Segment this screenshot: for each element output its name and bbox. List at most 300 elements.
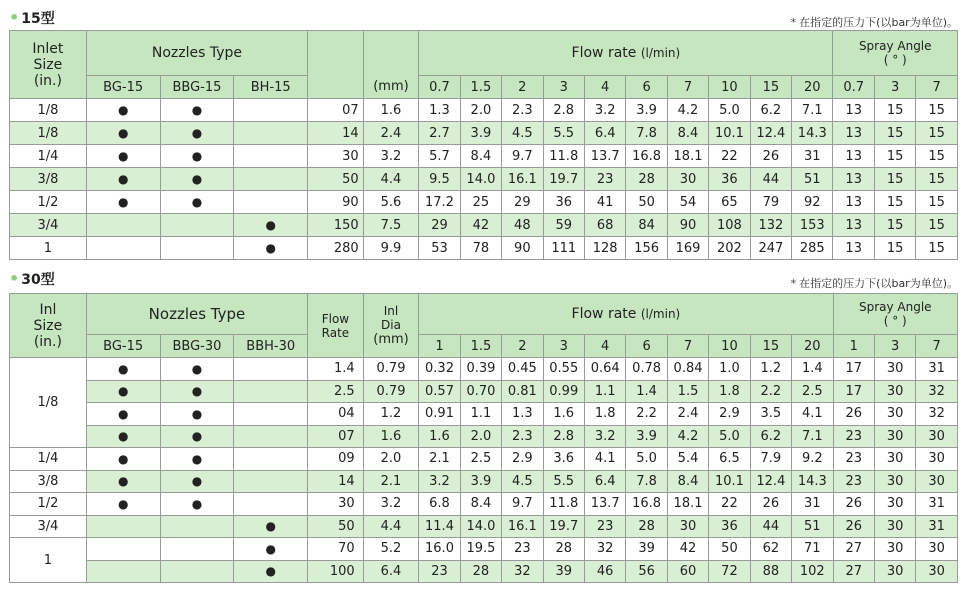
inlet-size-line2: Size xyxy=(33,317,63,334)
angle-cell: 31 xyxy=(916,493,958,516)
size-cell: 1/8 xyxy=(10,99,87,122)
table-row xyxy=(10,425,958,448)
table-row xyxy=(10,237,958,260)
flow-rate-code-cell: 09 xyxy=(308,448,364,471)
angle-cell: 30 xyxy=(874,403,915,426)
flow-pressure-3: 3 xyxy=(543,335,584,358)
flow-cell: 41 xyxy=(584,191,625,214)
flow-cell: 3.9 xyxy=(626,99,667,122)
flow-cell: 16.1 xyxy=(502,515,543,538)
flow-cell: 4.1 xyxy=(584,448,625,471)
spray-angle-label: Spray Angle xyxy=(858,39,932,53)
flow-cell: 26 xyxy=(750,145,791,168)
type-bg-cell: ● xyxy=(86,122,160,145)
flow-cell: 46 xyxy=(584,560,625,583)
flow-cell: 108 xyxy=(709,214,750,237)
inlet-size-line2: Size xyxy=(33,56,63,73)
flow-cell: 285 xyxy=(792,237,833,260)
flow-cell: 202 xyxy=(709,237,750,260)
flow-cell: 4.2 xyxy=(667,99,708,122)
flow-cell: 3.5 xyxy=(750,403,791,426)
type-bh-cell xyxy=(234,99,308,122)
angle-cell: 30 xyxy=(916,448,958,471)
flow-cell: 23 xyxy=(502,538,543,561)
type-bbg-cell: ● xyxy=(160,493,234,516)
angle-cell: 15 xyxy=(874,145,915,168)
size-group-cell: 1/4 xyxy=(10,448,87,471)
flow-pressure-4: 4 xyxy=(584,335,625,358)
dia-cell: 3.2 xyxy=(363,145,419,168)
flow-cell: 36 xyxy=(709,515,750,538)
flow-cell: 5.0 xyxy=(626,448,667,471)
dia-cell: 2.4 xyxy=(363,122,419,145)
type-bh-cell: ● xyxy=(234,214,308,237)
flow-rate-code-cell: 70 xyxy=(308,538,364,561)
flow-cell: 0.57 xyxy=(419,380,460,403)
flow-cell: 3.6 xyxy=(543,448,584,471)
table-row xyxy=(10,515,958,538)
table-row xyxy=(10,168,958,191)
type-bbh-cell xyxy=(234,448,308,471)
code-header xyxy=(308,31,364,99)
flow-cell: 13.7 xyxy=(584,493,625,516)
section-15-title: • 15型 xyxy=(9,8,55,27)
flow-cell: 16.1 xyxy=(502,168,543,191)
flow-cell: 19.7 xyxy=(543,515,584,538)
flow-cell: 0.32 xyxy=(419,358,460,381)
angle-cell: 15 xyxy=(916,237,958,260)
flow-cell: 16.8 xyxy=(626,493,667,516)
table-15 xyxy=(9,30,958,260)
flow-cell: 71 xyxy=(792,538,833,561)
size-cell: 1/4 xyxy=(10,145,87,168)
flow-cell: 2.5 xyxy=(460,448,501,471)
flow-cell: 31 xyxy=(792,493,833,516)
flow-cell: 9.7 xyxy=(502,493,543,516)
angle-cell: 30 xyxy=(916,425,958,448)
angle-cell: 15 xyxy=(916,145,958,168)
type-bg-cell: ● xyxy=(86,191,160,214)
type-bg-cell: ● xyxy=(86,380,160,403)
flow-cell: 169 xyxy=(667,237,708,260)
flow-pressure-9: 20 xyxy=(792,76,833,99)
type-bbh-cell xyxy=(234,358,308,381)
type-bbg-cell xyxy=(160,560,234,583)
flow-cell: 54 xyxy=(667,191,708,214)
angle-cell: 31 xyxy=(916,515,958,538)
dia-cell: 3.2 xyxy=(363,493,419,516)
flow-cell: 12.4 xyxy=(750,122,791,145)
flow-cell: 1.4 xyxy=(626,380,667,403)
angle-cell: 32 xyxy=(916,380,958,403)
type-bg-cell xyxy=(86,515,160,538)
nozzle-type-1: BBG-30 xyxy=(160,335,234,358)
flow-cell: 23 xyxy=(584,168,625,191)
flow-cell: 25 xyxy=(460,191,501,214)
dia-cell: 0.79 xyxy=(363,380,419,403)
flow-cell: 28 xyxy=(626,515,667,538)
angle-cell: 30 xyxy=(916,560,958,583)
spray-angle-header xyxy=(833,294,958,335)
inlet-size-header xyxy=(10,31,87,99)
flow-cell: 36 xyxy=(543,191,584,214)
flow-cell: 28 xyxy=(460,560,501,583)
flow-cell: 31 xyxy=(792,145,833,168)
dia-cell: 4.4 xyxy=(363,515,419,538)
type-bbg-cell: ● xyxy=(160,470,234,493)
flow-cell: 2.0 xyxy=(460,425,501,448)
flow-pressure-5: 6 xyxy=(626,335,667,358)
type-bg-cell xyxy=(86,214,160,237)
flow-cell: 18.1 xyxy=(667,145,708,168)
flow-cell: 44 xyxy=(750,168,791,191)
flow-cell: 8.4 xyxy=(667,470,708,493)
angle-cell: 15 xyxy=(874,237,915,260)
flow-cell: 2.7 xyxy=(419,122,460,145)
flow-rate-header xyxy=(419,294,833,335)
flow-cell: 14.3 xyxy=(792,470,833,493)
section-15 xyxy=(9,4,958,260)
size-cell: 1/8 xyxy=(10,122,87,145)
flow-cell: 2.3 xyxy=(502,99,543,122)
table-row xyxy=(10,448,958,471)
dia-col-line1: Inl xyxy=(383,304,399,318)
flow-cell: 2.0 xyxy=(460,99,501,122)
table-row xyxy=(10,560,958,583)
angle-cell: 30 xyxy=(874,425,915,448)
type-bbh-cell: ● xyxy=(234,560,308,583)
flow-cell: 13.7 xyxy=(584,145,625,168)
flow-cell: 0.78 xyxy=(626,358,667,381)
type-bbh-cell xyxy=(234,425,308,448)
flow-cell: 22 xyxy=(709,493,750,516)
nozzles-type-header: Nozzles Type xyxy=(86,294,307,335)
type-bbg-cell: ● xyxy=(160,99,234,122)
inlet-size-header xyxy=(10,294,87,358)
type-bg-cell: ● xyxy=(86,403,160,426)
flow-rate-code-cell: 14 xyxy=(308,470,364,493)
flow-cell: 48 xyxy=(502,214,543,237)
table-row xyxy=(10,99,958,122)
flow-rate-unit: (l/min) xyxy=(640,307,681,321)
flow-rate-code-cell: 04 xyxy=(308,403,364,426)
flow-cell: 2.4 xyxy=(667,403,708,426)
flow-cell: 65 xyxy=(709,191,750,214)
angle-pressure-1: 3 xyxy=(874,76,915,99)
angle-cell: 15 xyxy=(916,99,958,122)
type-bh-cell xyxy=(234,145,308,168)
flow-cell: 3.9 xyxy=(460,470,501,493)
angle-cell: 23 xyxy=(833,470,874,493)
flow-cell: 10.1 xyxy=(709,470,750,493)
type-bh-cell xyxy=(234,168,308,191)
flow-pressure-9: 20 xyxy=(792,335,833,358)
flow-cell: 5.4 xyxy=(667,448,708,471)
flow-cell: 0.99 xyxy=(543,380,584,403)
flow-cell: 2.3 xyxy=(502,425,543,448)
dia-cell: 5.6 xyxy=(363,191,419,214)
section-30-note: * 在指定的压力下(以bar为单位)。 xyxy=(790,277,958,290)
section-30-title-text: 30型 xyxy=(21,272,55,288)
flow-cell: 7.1 xyxy=(792,99,833,122)
flow-cell: 51 xyxy=(792,515,833,538)
dia-cell: 5.2 xyxy=(363,538,419,561)
flow-cell: 32 xyxy=(502,560,543,583)
flow-cell: 12.4 xyxy=(750,470,791,493)
flow-cell: 62 xyxy=(750,538,791,561)
flow-cell: 19.5 xyxy=(460,538,501,561)
angle-cell: 23 xyxy=(833,425,874,448)
flow-cell: 14.3 xyxy=(792,122,833,145)
type-bbg-cell: ● xyxy=(160,403,234,426)
type-bg-cell xyxy=(86,237,160,260)
flow-cell: 1.1 xyxy=(460,403,501,426)
flow-cell: 1.3 xyxy=(419,99,460,122)
flow-cell: 84 xyxy=(626,214,667,237)
flow-cell: 17.2 xyxy=(419,191,460,214)
type-bbg-cell xyxy=(160,237,234,260)
angle-cell: 30 xyxy=(874,380,915,403)
inlet-size-line3: (in.) xyxy=(33,72,62,89)
spray-angle-label: Spray Angle xyxy=(858,300,932,314)
flow-pressure-0: 0.7 xyxy=(419,76,460,99)
flow-cell: 14.0 xyxy=(460,515,501,538)
table-30 xyxy=(9,293,958,583)
flow-cell: 39 xyxy=(626,538,667,561)
flow-rate-unit: (l/min) xyxy=(640,46,681,60)
flow-cell: 28 xyxy=(626,168,667,191)
angle-cell: 15 xyxy=(874,214,915,237)
section-30-head xyxy=(9,263,958,293)
type-bh-cell: ● xyxy=(234,237,308,260)
flow-cell: 9.5 xyxy=(419,168,460,191)
flow-cell: 4.5 xyxy=(502,122,543,145)
flow-pressure-0: 1 xyxy=(419,335,460,358)
type-bbg-cell: ● xyxy=(160,145,234,168)
flow-cell: 0.84 xyxy=(667,358,708,381)
size-cell: 1 xyxy=(10,237,87,260)
spray-angle-unit: ( ° ) xyxy=(883,314,907,328)
flow-cell: 7.9 xyxy=(750,448,791,471)
dia-cell: 4.4 xyxy=(363,168,419,191)
flow-cell: 1.4 xyxy=(792,358,833,381)
nozzle-type-2: BH-15 xyxy=(234,76,308,99)
angle-cell: 27 xyxy=(833,538,874,561)
angle-cell: 15 xyxy=(874,99,915,122)
type-bbg-cell: ● xyxy=(160,425,234,448)
flow-pressure-2: 2 xyxy=(502,335,543,358)
flow-pressure-6: 7 xyxy=(667,76,708,99)
section-15-head xyxy=(9,4,958,30)
flow-cell: 8.4 xyxy=(460,145,501,168)
flow-cell: 153 xyxy=(792,214,833,237)
size-cell: 3/4 xyxy=(10,214,87,237)
flow-pressure-1: 1.5 xyxy=(460,335,501,358)
type-bbh-cell xyxy=(234,493,308,516)
angle-cell: 26 xyxy=(833,493,874,516)
type-bg-cell: ● xyxy=(86,493,160,516)
flow-cell: 90 xyxy=(502,237,543,260)
angle-pressure-2: 7 xyxy=(916,335,958,358)
type-bbh-cell: ● xyxy=(234,515,308,538)
angle-cell: 13 xyxy=(833,145,874,168)
size-group-cell: 1 xyxy=(10,538,87,583)
flow-cell: 7.8 xyxy=(626,122,667,145)
type-bg-cell xyxy=(86,538,160,561)
flow-cell: 0.64 xyxy=(584,358,625,381)
flow-cell: 79 xyxy=(750,191,791,214)
flow-cell: 88 xyxy=(750,560,791,583)
flow-cell: 3.2 xyxy=(584,99,625,122)
flow-pressure-2: 2 xyxy=(502,76,543,99)
flow-cell: 0.81 xyxy=(502,380,543,403)
flow-cell: 2.5 xyxy=(792,380,833,403)
flow-cell: 1.6 xyxy=(419,425,460,448)
section-30-note-text: 在指定的压力下(以bar为单位)。 xyxy=(799,277,958,290)
flow-cell: 2.1 xyxy=(419,448,460,471)
flow-cell: 1.2 xyxy=(750,358,791,381)
flow-rate-header xyxy=(419,31,833,76)
angle-cell: 13 xyxy=(833,191,874,214)
flow-cell: 5.5 xyxy=(543,470,584,493)
dia-cell: 1.6 xyxy=(363,425,419,448)
angle-pressure-2: 7 xyxy=(916,76,958,99)
flow-cell: 50 xyxy=(709,538,750,561)
flow-cell: 2.9 xyxy=(502,448,543,471)
inlet-size-line1: Inlet xyxy=(32,40,64,57)
angle-cell: 13 xyxy=(833,237,874,260)
flow-pressure-6: 7 xyxy=(667,335,708,358)
flow-pressure-1: 1.5 xyxy=(460,76,501,99)
angle-cell: 30 xyxy=(874,560,915,583)
flow-cell: 92 xyxy=(792,191,833,214)
flow-cell: 128 xyxy=(584,237,625,260)
nozzles-type-header: Nozzles Type xyxy=(86,31,307,76)
angle-pressure-1: 3 xyxy=(874,335,915,358)
flow-cell: 1.6 xyxy=(543,403,584,426)
code-cell: 30 xyxy=(308,145,364,168)
flow-cell: 4.1 xyxy=(792,403,833,426)
flow-cell: 1.1 xyxy=(584,380,625,403)
flow-pressure-8: 15 xyxy=(750,76,791,99)
size-group-cell: 1/2 xyxy=(10,493,87,516)
flow-cell: 132 xyxy=(750,214,791,237)
angle-cell: 30 xyxy=(874,470,915,493)
flow-cell: 0.45 xyxy=(502,358,543,381)
flow-cell: 22 xyxy=(709,145,750,168)
flow-cell: 36 xyxy=(709,168,750,191)
type-bg-cell: ● xyxy=(86,448,160,471)
dia-cell: 6.4 xyxy=(363,560,419,583)
flow-cell: 8.4 xyxy=(460,493,501,516)
flow-cell: 53 xyxy=(419,237,460,260)
flow-pressure-7: 10 xyxy=(709,335,750,358)
angle-cell: 32 xyxy=(916,403,958,426)
flow-cell: 28 xyxy=(543,538,584,561)
flow-cell: 19.7 xyxy=(543,168,584,191)
angle-cell: 30 xyxy=(874,358,915,381)
flow-cell: 90 xyxy=(667,214,708,237)
size-cell: 1/2 xyxy=(10,191,87,214)
dia-cell: 7.5 xyxy=(363,214,419,237)
flow-rate-code-cell: 07 xyxy=(308,425,364,448)
flow-rate-code-cell: 2.5 xyxy=(308,380,364,403)
table-row xyxy=(10,145,958,168)
flow-pressure-4: 4 xyxy=(584,76,625,99)
angle-cell: 15 xyxy=(874,168,915,191)
type-bbh-cell xyxy=(234,403,308,426)
flow-cell: 51 xyxy=(792,168,833,191)
dia-cell: 0.79 xyxy=(363,358,419,381)
type-bg-cell xyxy=(86,560,160,583)
type-bbg-cell: ● xyxy=(160,122,234,145)
flow-pressure-3: 3 xyxy=(543,76,584,99)
size-group-cell: 1/8 xyxy=(10,358,87,448)
dia-unit-header: (mm) xyxy=(363,31,419,99)
type-bg-cell: ● xyxy=(86,145,160,168)
flow-cell: 6.4 xyxy=(584,122,625,145)
flow-cell: 5.0 xyxy=(709,425,750,448)
flow-cell: 6.2 xyxy=(750,99,791,122)
flow-cell: 0.91 xyxy=(419,403,460,426)
flow-cell: 68 xyxy=(584,214,625,237)
flow-cell: 5.0 xyxy=(709,99,750,122)
flow-cell: 0.70 xyxy=(460,380,501,403)
flow-cell: 5.5 xyxy=(543,122,584,145)
flow-cell: 11.8 xyxy=(543,145,584,168)
type-bh-cell xyxy=(234,122,308,145)
dia-cell: 1.6 xyxy=(363,99,419,122)
flow-rate-code-cell: 1.4 xyxy=(308,358,364,381)
code-cell: 150 xyxy=(308,214,364,237)
flow-cell: 50 xyxy=(626,191,667,214)
flow-rate-col-line2: Rate xyxy=(321,325,350,340)
dia-col-line2: Dia xyxy=(381,318,401,332)
inlet-size-line1: Inl xyxy=(39,301,57,318)
section-30 xyxy=(9,263,958,583)
flow-cell: 102 xyxy=(792,560,833,583)
flow-cell: 1.3 xyxy=(502,403,543,426)
flow-cell: 3.2 xyxy=(419,470,460,493)
angle-cell: 15 xyxy=(916,168,958,191)
angle-cell: 31 xyxy=(916,358,958,381)
flow-cell: 78 xyxy=(460,237,501,260)
flow-rate-col-header xyxy=(308,294,364,358)
flow-cell: 247 xyxy=(750,237,791,260)
table-row xyxy=(10,214,958,237)
angle-cell: 15 xyxy=(916,191,958,214)
flow-cell: 7.8 xyxy=(626,470,667,493)
flow-cell: 1.8 xyxy=(709,380,750,403)
table-row xyxy=(10,470,958,493)
angle-pressure-0: 0.7 xyxy=(833,76,874,99)
section-15-title-text: 15型 xyxy=(21,11,55,27)
table-row xyxy=(10,403,958,426)
angle-cell: 13 xyxy=(833,168,874,191)
flow-cell: 18.1 xyxy=(667,493,708,516)
dia-cell: 2.1 xyxy=(363,470,419,493)
flow-cell: 8.4 xyxy=(667,122,708,145)
flow-pressure-5: 6 xyxy=(626,76,667,99)
flow-cell: 9.7 xyxy=(502,145,543,168)
flow-cell: 23 xyxy=(584,515,625,538)
dia-cell: 1.2 xyxy=(363,403,419,426)
code-cell: 90 xyxy=(308,191,364,214)
flow-cell: 32 xyxy=(584,538,625,561)
angle-cell: 30 xyxy=(874,493,915,516)
flow-rate-code-cell: 50 xyxy=(308,515,364,538)
type-bbh-cell xyxy=(234,380,308,403)
